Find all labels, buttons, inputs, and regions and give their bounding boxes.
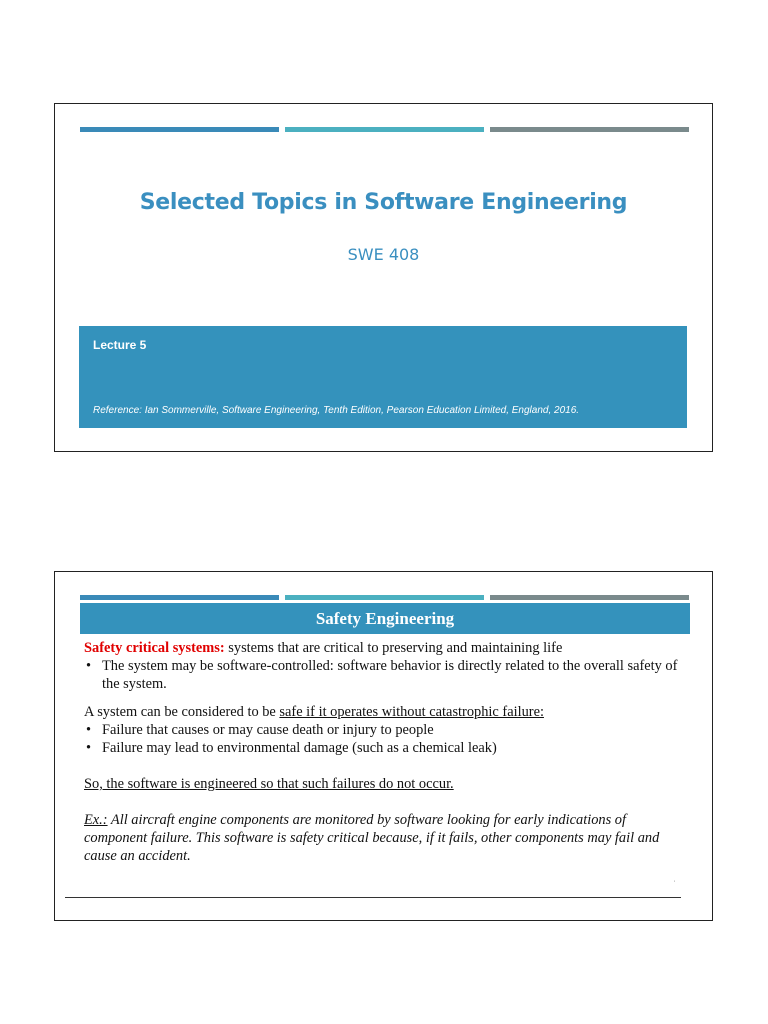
example-label: Ex.: [84,812,108,828]
course-code: SWE 408 [347,245,420,264]
safe-system-line [84,703,684,721]
safe-intro: A system can be considered to be [84,704,280,720]
definition-bullets [84,657,684,693]
reference-text: Reference: Ian Sommerville, Software Engineering, Tenth Edition, Pearson Education Limited, England, 2016. [93,405,580,416]
definition-line [84,639,684,657]
accent-bar-blue [80,127,279,132]
slide-main-title: Selected Topics in Software Engineering [139,190,628,215]
header-accent-bars [80,595,690,600]
example-paragraph [84,811,684,865]
lecture-number: Lecture 5 [93,338,147,352]
spacer [84,693,684,703]
conclusion-line: So, the software is engineered so that such failures do not occur. [84,776,454,792]
lecture-info-box [79,326,687,428]
slide-body [84,639,684,865]
definition-text: systems that are critical to preserving and maintaining life [224,640,563,656]
page-mark: ' [674,881,676,887]
slide-safety-engineering [54,571,713,921]
list-item: • Failure may lead to environmental damage (such as a chemical leak) [84,739,684,757]
spacer [84,793,684,811]
example-text: All aircraft engine components are monitored by software looking for early indications of component failure. This software is safety critical because, if it fails, other components may fail and cause an accident. [84,812,660,864]
accent-bar-gray [490,127,689,132]
safe-condition: safe if it operates without catastrophic failure: [279,704,544,720]
accent-bar-gray [490,595,689,600]
accent-bar-teal [285,595,484,600]
list-item: • Failure that causes or may cause death or injury to people [84,721,684,739]
slide-title [54,103,713,452]
accent-bar-blue [80,595,279,600]
list-item: • The system may be software-controlled: software behavior is directly related to the overall safety of the system. [84,657,684,693]
header-accent-bars [80,127,690,132]
failure-bullets [84,721,684,757]
definition-term: Safety critical systems: [84,640,225,656]
footer-divider [65,897,681,898]
spacer [84,757,684,775]
accent-bar-teal [285,127,484,132]
slide-title-bar: Safety Engineering [80,603,690,634]
